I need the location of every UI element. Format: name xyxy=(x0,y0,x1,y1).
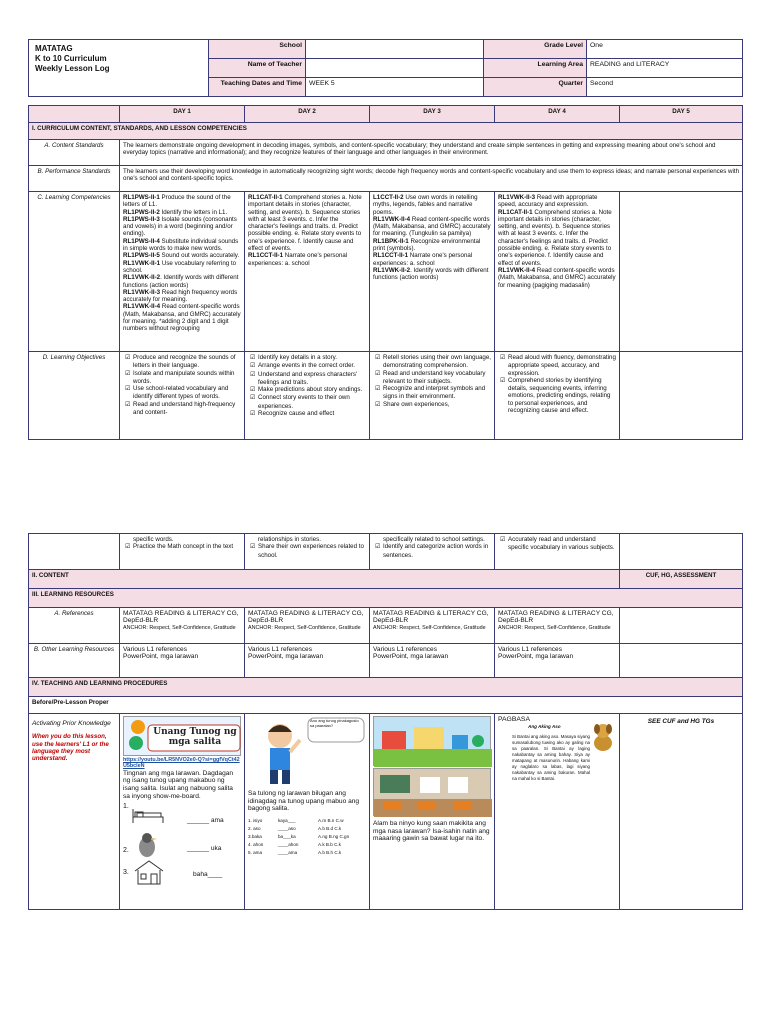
references-day3: MATATAG READING & LITERACY CG, DepEd-BLR ANCHOR: Respect, Self-Confidence, Gratitude xyxy=(370,608,495,644)
performance-standards-text: The learners use their developing word knowledge in automatically recognizing sight words; decode high frequency words and content-specific vocabulary and use them to express ideas; and narrate personal experiences with one's school and content-specific topics. xyxy=(120,166,743,192)
objectives-cont-day4 xyxy=(495,534,620,570)
choice-row: 4. ahon ____ahon A.k B.b C.k xyxy=(248,841,341,847)
other-day4: Various L1 references PowerPoint, mga larawan xyxy=(495,644,620,678)
objective-item: ☑ Retell stories using their own language, demonstrating comprehension. xyxy=(373,354,491,370)
section-before: Before/Pre-Lesson Proper xyxy=(29,697,743,714)
day-header: DAY 3 xyxy=(370,106,495,123)
competency-item: RL1BPK-II-1 Recognize environmental print (symbols). xyxy=(373,237,481,253)
playground-image xyxy=(373,716,491,766)
competency-item: RL1PWS-II-3 Isolate sounds (consonants and vowels) in a word (beginning and/or ending). xyxy=(123,215,237,238)
house-icon xyxy=(133,859,165,885)
banner-image xyxy=(123,716,241,756)
competency-item: RL1VWK-II-2. Identify words with different functions (action words) xyxy=(123,274,239,289)
references-day2: MATATAG READING & LITERACY CG, DepEd-BLR ANCHOR: Respect, Self-Confidence, Gratitude xyxy=(245,608,370,644)
teacher-value xyxy=(306,59,484,78)
choice-list xyxy=(248,817,366,857)
competency-item: RL1VWK-II-4 Read content-specific words (Math, Makabansa, and GMRC) accurately for meaning (pagiging madasalin) xyxy=(498,266,616,289)
item-bed: 1. ______ ama xyxy=(123,803,241,831)
objectives-day5 xyxy=(620,352,743,440)
references-day4: MATATAG READING & LITERACY CG, DepEd-BLR ANCHOR: Respect, Self-Confidence, Gratitude xyxy=(495,608,620,644)
grade-level-value: One xyxy=(587,40,743,59)
objective-item: ☑ Isolate and manipulate sounds within words. xyxy=(123,370,241,386)
objective-item: ☑ Connect story events to their own experiences. xyxy=(248,394,366,410)
day-header: DAY 2 xyxy=(245,106,370,123)
school-value xyxy=(306,40,484,59)
section-procedures: IV. TEACHING AND LEARNING PROCEDURES xyxy=(29,678,743,697)
competencies-day1 xyxy=(120,192,245,352)
dog-icon xyxy=(590,721,616,755)
story-title: Ang Aking Aso xyxy=(528,724,561,730)
competencies-day3 xyxy=(370,192,495,352)
choice-row: 1. isiyo kaya___ A.m B.n C.w xyxy=(248,817,344,823)
content-day5: CUF, HG, ASSESSMENT xyxy=(620,570,743,589)
day1-instructions: Tingnan ang mga larawan. Dagdagan ng isang tunog upang makabuo ng isang salita. Isulat ang nabuong salita sa inyong show-me-board. xyxy=(123,769,234,800)
objective-item: ☑ Recognize cause and effect xyxy=(248,410,366,418)
objective-item: ☑ Identify key details in a story. xyxy=(248,354,366,362)
choice-row: 5. ama ____ama A.b B.h C.k xyxy=(248,849,342,855)
objectives-day1 xyxy=(120,352,245,440)
objectives-label: D. Learning Objectives xyxy=(29,352,120,440)
learning-area-label: Learning Area xyxy=(484,59,587,78)
banner-text: Unang Tunog ng mga salita xyxy=(153,727,237,747)
objectives-day3 xyxy=(370,352,495,440)
l1-note: When you do this lesson, use the learners' L1 or the language they most understand. xyxy=(32,733,109,763)
day2-instructions: Sa tulong ng larawan bilugan ang idinagdag na tunog upang mabuo ang bagong salita. xyxy=(248,790,360,813)
objective-item: ☑ Arrange events in the correct order. xyxy=(248,362,366,370)
content-standards-label: A. Content Standards xyxy=(29,140,120,166)
objective-item: ☑ Use school-related vocabulary and identify different types of words. xyxy=(123,385,241,401)
competency-item: RL1PWS-II-1 Produce the sound of the letters of L1. xyxy=(123,194,231,209)
pagbasa-heading: PAGBASA xyxy=(498,716,530,723)
objective-item: ☑ Share own experiences, xyxy=(373,401,491,409)
grade-level-label: Grade Level xyxy=(484,40,587,59)
activating-label: Activating Prior Knowledge xyxy=(32,720,111,727)
competency-item: RL1VWK-II-3 Read with appropriate speed, accuracy and expression. xyxy=(498,194,598,209)
competencies-label: C. Learning Competencies xyxy=(29,192,120,352)
day3-question: Alam ba ninyo kung saan makikita ang mga nasa larawan? Isa-isahin natin ang maaaring gawin sa bawat lugar na ito. xyxy=(373,820,490,843)
bed-icon xyxy=(131,803,165,827)
activity-day4 xyxy=(495,714,620,910)
references-day1: MATATAG READING & LITERACY CG, DepEd-BLR ANCHOR: Respect, Self-Confidence, Gratitude xyxy=(120,608,245,644)
objective-item: ☑ Read and understand key vocabulary relevant to their subjects. xyxy=(373,370,491,386)
competency-item: RL1VWK-II-3 Read high frequency words accurately for meaning. xyxy=(123,288,238,304)
lesson-log-title: MATATAG K to 10 Curriculum Weekly Lesson Log xyxy=(29,40,209,97)
speech-bubble: Ano ang tunog pinakagusto sa paaralan? xyxy=(310,718,359,728)
other-day3: Various L1 references PowerPoint, mga larawan xyxy=(370,644,495,678)
dates-value: WEEK 5 xyxy=(306,78,484,97)
competency-item: RL1VWK-II-2. Identify words with different functions (action words) xyxy=(373,266,489,282)
objective-item: ☑ Make predictions about story endings. xyxy=(248,386,366,394)
competency-item: RL1PWS-II-5 Sound out words accurately. xyxy=(123,252,240,260)
activating-cell xyxy=(29,714,120,910)
objective-item: ☑ Identify and categorize action words in sentences. xyxy=(373,543,491,559)
boy-picture xyxy=(248,716,366,788)
competency-item: RL1PWS-II-4 Substitute individual sounds in simple words to make new words. xyxy=(123,237,239,253)
objective-item: ☑ Accurately read and understand specific vocabulary in various subjects. xyxy=(498,536,616,552)
content-standards-text: The learners demonstrate ongoing development in decoding images, symbols, and content-specific vocabulary; they understand and create simple sentences in getting and expressing meaning about one's school and everyday topics (narrative and informational); and they recognize features of their language and other languages in their environment. xyxy=(120,140,743,166)
competency-item: RL1CCT-II-1 Narrate one's personal experiences: a. school xyxy=(248,252,348,267)
section-content: II. CONTENT xyxy=(29,570,620,589)
lesson-table-page2 xyxy=(28,533,743,910)
section-curriculum: I. CURRICULUM CONTENT, STANDARDS, AND LESSON COMPETENCIES xyxy=(29,123,743,140)
story-text: Si Bantai ang aking aso. Masaya siyang sumasalubong tuwing ako ay galing na sa paaralan. Si Bantai ay laging nakabantay sa aming bahay. Siya ay matapang at masunurin. Habang kami ay naglalaro sa labas, lagi siyang nakabantay sa aming bakuran. Mahal na mahal ko si Bantai. xyxy=(512,733,590,781)
other-day1: Various L1 references PowerPoint, mga larawan xyxy=(120,644,245,678)
objectives-day2 xyxy=(245,352,370,440)
competency-item: RL1CAT-II-1 Comprehend stories a. Note important details in stories (character, setting, and events). b. Sequence stories with at least 3 events. c. Infer the character's feelings and traits. d. Predict possible ending. e. Relate story events to one's experience. f. Identify cause and effect of events. xyxy=(498,208,612,267)
objective-item: ☑ Understand and express characters' feelings and traits. xyxy=(248,371,366,387)
item-bird: 2. ______ uka xyxy=(123,831,241,859)
objective-item: ☑ Comprehend stories by identifying details, sequencing events, inferring emotions, predicting endings, relating to personal experiences, and recognizing cause and effect. xyxy=(498,377,616,414)
objectives-cont-day2 xyxy=(245,534,370,570)
other-day2: Various L1 references PowerPoint, mga larawan xyxy=(245,644,370,678)
quarter-value: Second xyxy=(587,78,743,97)
classroom-image xyxy=(373,768,491,816)
competency-item: L1CCT-II-2 Use own words in retelling myths, legends, fables and narrative poems. xyxy=(373,194,478,216)
item-house: 3. baha____ xyxy=(123,859,241,885)
competencies-day4 xyxy=(495,192,620,352)
choice-row: 2. aso ____aso A.b B.d C.k xyxy=(248,825,342,831)
competency-item: RL1VWK-II-4 Read content-specific words (Math, Makabansa, and GMRC) accurately for meaning. (Tungkulin sa pamilya) xyxy=(373,215,491,238)
day-header: DAY 4 xyxy=(495,106,620,123)
section-resources: III. LEARNING RESOURCES xyxy=(29,589,743,608)
performance-standards-label: B. Performance Standards xyxy=(29,166,120,192)
objective-item: ☑ Read and understand high-frequency and content- xyxy=(123,401,241,417)
teacher-label: Name of Teacher xyxy=(209,59,306,78)
objective-item: ☑ Share their own experiences related to school. xyxy=(248,543,366,559)
other-resources-label: B. Other Learning Resources xyxy=(29,644,120,678)
objectives-cont-day3 xyxy=(370,534,495,570)
learning-area-value: READING and LITERACY xyxy=(587,59,743,78)
objective-item: ☑ Read aloud with fluency, demonstrating appropriate speed, accuracy, and expression. xyxy=(498,354,616,377)
competency-item: RL1CCT-II-1 Narrate one's personal experiences: a. school xyxy=(373,252,473,267)
references-label: A. References xyxy=(29,608,120,644)
youtube-link[interactable]: https://youtu.be/LR5NVO2e0-Q?si=ggfVqCt42U5bcleN xyxy=(123,757,240,770)
header-table xyxy=(28,39,743,97)
competency-item: RL1VWK-II-4 Read content-specific words (Math, Makabansa, and GMRC) accurately for meaning. *adding 2 digit and 1 digit numbers without regrouping xyxy=(123,303,241,333)
objective-item: relationships in stories. xyxy=(258,536,321,543)
competencies-day5 xyxy=(620,192,743,352)
objective-item: ☑ Produce and recognize the sounds of letters in their language. xyxy=(123,354,241,370)
objective-item: specifically related to school settings. xyxy=(383,536,485,543)
activity-day2 xyxy=(245,714,370,910)
competency-item: RL1PWS-II-2 Identify the letters in L1. xyxy=(123,208,228,216)
activity-day1 xyxy=(120,714,245,910)
objectives-cont-day1 xyxy=(120,534,245,570)
day-header: DAY 5 xyxy=(620,106,743,123)
day-header: DAY 1 xyxy=(120,106,245,123)
competencies-day2 xyxy=(245,192,370,352)
lesson-table-page1 xyxy=(28,105,743,440)
activity-day3 xyxy=(370,714,495,910)
objective-item: ☑ Practice the Math concept in the text xyxy=(123,543,241,551)
bird-icon xyxy=(133,831,161,859)
quarter-label: Quarter xyxy=(484,78,587,97)
objectives-day4 xyxy=(495,352,620,440)
day5-note: SEE CUF and HG TGs xyxy=(647,718,715,725)
objective-item: ☑ Recognize and interpret symbols and signs in their environment. xyxy=(373,385,491,401)
activity-day5 xyxy=(620,714,743,910)
competency-item: RL1CAT-II-1 Comprehend stories a. Note important details in stories (character, setting, and events). b. Sequence stories with at least 3 events. c. Infer the character's feelings and traits. d. Predict possible ending. e. Relate story events to one's experience. f. Identify cause and effect of events. xyxy=(248,194,362,253)
objective-item: specific words. xyxy=(133,536,174,543)
competency-item: RL1VWK-II-1 Use vocabulary referring to school. xyxy=(123,259,237,274)
choice-row: 3.baka ba___ka A.ng B.ng C.gn xyxy=(248,833,350,839)
dates-label: Teaching Dates and Time xyxy=(209,78,306,97)
school-label: School xyxy=(209,40,306,59)
